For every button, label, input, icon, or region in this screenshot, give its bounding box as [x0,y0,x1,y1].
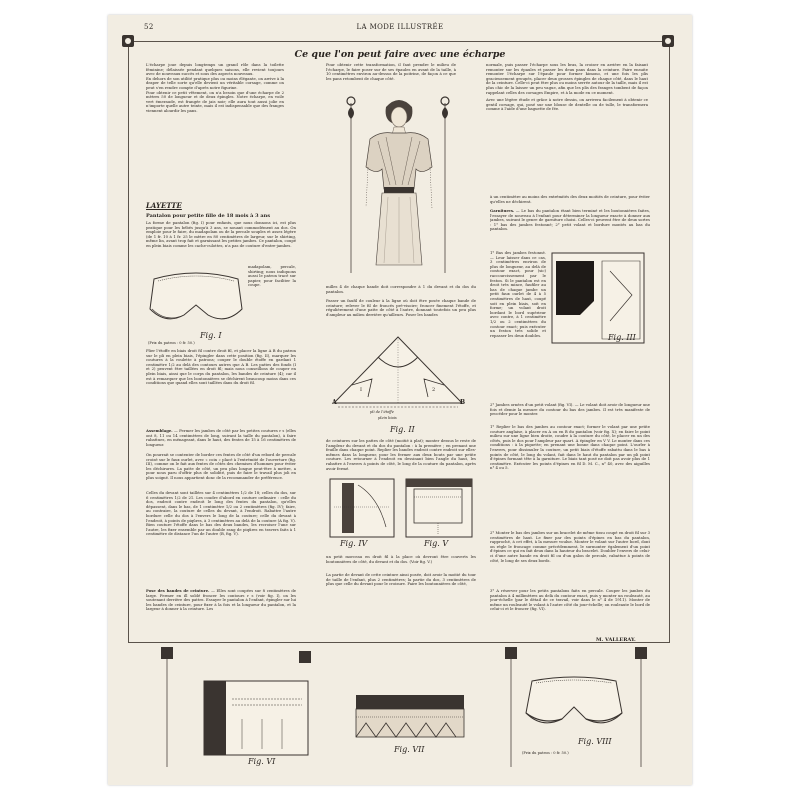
intro-column-1 [146,63,284,155]
ornament-stem-left [344,93,358,273]
col3-paragraph: Avec une légère étude et grâce à notre dessin, on arrivera facilement à obtenir ce gentil corsage, qui, posé sur une blouse de dentelle ou de tulle, le transformera comme à l'aide d'une baguette de fée. [486,97,648,112]
layette-paragraph-4: Celles du devant sont taillées sur 4 centimètres 1/2 de 18; celles du dos, sur 6 centimètres 1/2 de 21. Les coudre d'abord en couture ordinaire : celle du dos, endroit contre endroit le long des fentes du pantalon, qu'elles dépassent, dans le bas, de 1 centimètre 1/2 ou 2 centimètres (fig. IV); faire, au contraire, la couture de celles du devant, à l'endroit. Rabattre l'autre bordure celle du dos à l'envers le long de la couture; celle du devant à l'endroit, à points de piqûres, à 3 centimètres au delà de la couture (A fig. V). Bien couture l'étoffe dans le bas des deux bandes, les recroiser l'une sur l'autre, les fixer ensemble par un double rang de piqûres en travers faits à 1 centimètre de distance l'un de l'autre (B, fig. V). [146,491,296,537]
fig4-label: Fig. IV [340,539,368,548]
fig2-number-1: I [360,387,362,393]
fig2-note-fold: pli de l'étoffe [370,410,394,414]
bottom-ornament-far-right [634,647,648,767]
fig1-price-caption: (Prix du patron : 0 fr. 50.) [148,341,195,345]
garnitures-paragraph [490,209,650,249]
right-text-3: 2° Jambes ornées d'un petit volant (fig. VI). — Le volant doit avoir de longueur une fois et demie la mesure du contour du bas des jambes. Il est très manifeste de procéder pour le monter. [490,403,650,417]
fig8-price-caption: (Prix du patron : 0 fr. 50.) [522,751,569,755]
bottom-ornament-mid-left [298,651,312,671]
corner-ornament [122,35,134,47]
fig5-seam-drawing [404,477,474,539]
layette-paragraph-2: Plier l'étoffe en biais droit fil contre droit fil, et placer la ligne A B du patron sur le pli en plein biais, l'épingler dans cette position (fig. II), marquer les coutures à la roulette à patrons; couper le double étoffe en gardant 1 centimètre 1/2 au delà des contours autres que A B. Les pattes des fonds (I et 2) peuvent être taillées en droit fil; mais nous conseillons de couper en plein biais, ainsi que le corps du pantalon, les bandes de ceinture (4); car il est à remarquer que les boutonnières se déchirent beaucoup moins dans ces conditions que quand elles sont taillées dans du droit fil. [146,349,296,386]
fig7-lace-drawing [354,693,466,741]
fig8-label: Fig. VIII [578,737,612,746]
fig2-letter-a: A [332,399,337,406]
fig2-note-bias: plein biais [378,416,397,420]
ornament-stem-right [438,93,452,273]
pose-text: — Elles sont coupées sur 8 centimètres de large. Fermer en ill soldé froncer les contours r s (voir fig. I), on les soutenant derrière des pattes. Essayer le pantalon à l'enfant, épingler sur lui les bandes de ceinture, pour fixer à la fois et la longueur du pantalon, et la largeur à donner à la ceinture. Les [146,589,296,612]
fig5-label: Fig. V [424,539,449,548]
magazine-name: LA MODE ILLUSTRÉE [356,23,444,31]
fig3-label: Fig. III [608,333,636,342]
fig1-drawers-drawing [146,269,246,335]
section-heading-layette: LAYETTE [146,201,182,210]
pose-title: Pose des bandes de ceinture. [146,589,210,593]
right-text-2: 1° Bas des jambes festonné. — Leur laisser dans ce cas, 3 centimètres environ de plus de longueur, au delà de contour exact, pour (sic) raccourcissement par le feston. Si le pantalon est en droit très mince, faufiler au bas de chaque jambe un petit faux ourlet de 4 à 5 centimètres de haut, coupé soit en plein biais, soit en forme; un volant droit bordant le bord supérieur avec contre, à 1 centimètre 1/2 ou 2 centimètres du contour exact; puis exécuter un feston très solide et repasser les deux doubles. [490,251,546,338]
middle-text-5: La partie de devant de cette ceinture ainsi posée, doit avoir la moitié du tour de taille de l'enfant, plus 2 centimètres; la partie du dos, 3 centimètres de plus que celle du devant pour le croisure. Faire les boutonnières de côté, [326,573,476,587]
intro-column-2: Pour obtenir cette transformation, il faut prendre le milieu de l'écharpe, le faire poser sur de ses épaules en avant de la taille, à 10 centimètres environ au-dessus de la poitrine, de façon à ce que les pans retombent de chaque côté. [326,63,456,81]
right-text-4: 1° Replier le bas des jambes au contour exact; former le volant par une petite couture anglaise, à placer en A ou en B du pantalon (voir fig. X); en faire le point milieu sur une ligne bien droite, coudre à la couture du côté, le placer en un des côtés, puis le dos pour l'ampleur par quart. A épingler en V V. Le monter dans ces conditions : à la piquette; en prenant une bonne dans chaque point. L'ourler à l'envers, pour dissimuler la couture, un petit biais d'étoffe rabattu dans le bas à points de côté, le long du volant, fait dans le haut du pantalon par un pli point d'épines formant tête à la garniture. Le biais tant posé ne doit pas avoir plus de 1 centimètre. Exécuter les points d'épines en fil D. M. C., n° 40, avec des aiguilles n° 4 ou 5. [490,425,650,471]
magazine-page [108,15,692,785]
page-number: 52 [144,23,154,31]
fig2-pattern-drawing [328,333,468,425]
fig2-number-2: 2 [432,387,436,393]
author-signature: M. VALLERAY. [596,637,636,643]
fig3-slit-drawing [550,251,646,345]
middle-text-2: Passer un faufil de couleur à la ligne où doit être posée chaque bande de ceinture; relever le fil de froncés pré-visoire; froncer finement l'étoffe, et régulièrement d'une patte de côté à l'autre, donnant toutefois un peu plus d'ampleur au milieu derrière qu'ailleurs. Poser les bandes [326,299,476,317]
running-header [114,22,686,34]
intro-paragraph: En dehors de son utilité pratique plus ou moins élégante, on arrive à la draper de telle sorte qu'elle devient un véritable corsage, comme on peut s'en rendre compte d'après notre figurine. [146,75,284,90]
middle-text-1: milles 4 de chaque bande doit correspondre à 1 du devant et du dos du pantalon. [326,285,476,294]
assemblage-title: Assemblage. [146,429,173,433]
scarf-bodice-illustration [360,97,438,267]
fig6-label: Fig. VI [248,757,276,766]
layette-paragraph-1-narrow: madapolam, percale, shirting; nous indiquons aussi le patron tracé sur papier, pour faciliter la coupe. [248,265,296,288]
intro-paragraph: L'écharpe joue depuis longtemps un grand rôle dans la toilette féminine; délaissée pendant quelques saisons, elle revient toujours avec de nouveaux succès et sous des aspects nouveaux. [146,63,284,77]
assemblage-paragraph [146,429,296,451]
col3-paragraph: normale, puis passer l'écharpe sous les bras, la croiser en arrière en la faisant remonter sur les épaules et passer les deux pans dans la ceinture. Faire ensuite remonter l'écharpe sur l'épaule pour former kimono, et une fois les plis gracieusement groupés, placer deux grosses épingles de chaque côté, dans le haut de la ceinture. Celle-ci peut être plus ou moins serrée autour de la taille, mais il est plus chic de la laisser un peu vague, afin que les plis des franges tombent de façon rappelant celles des corsages Empire, et à la mode en ce moment. [486,63,648,95]
bottom-ornament-left [160,647,174,767]
right-text-1: à un centimètre au moins des extrémités des deux moitiés de ceinture, pour éviter qu'elles ne déchirent. [490,195,650,204]
layette-paragraph-3: On pourrait se contenter de border ces fentes de côté d'un rebord de percale croisé sur le faux ourlet, avec « coin » placé à l'extrémité de l'ouverture (fig. III), comme on le fait aux fentes de côtés des chemises d'hommes pour éviter les déchirures. La patte de côté, un peu plus longue peut-être à mettre, a pour nous paru d'offrir plus de solidité, puis de faire le travail plus joli en plus soigné. Il nous appartient donc de la recommander de préférence. [146,453,296,480]
pose-paragraph [146,589,296,633]
fig2-label: Fig. II [390,425,415,434]
right-text-5: 2° Monter le bas des jambes sur un bracelet de même tissu coupé en droit fil sur 3 centimètres de haut. Le fixer par des points d'épines en bas du pantalon, rapproché, à cet effet, à la mesure voulue. Monter le volant sur l'autre bord, dont on règle le froncage comme précédemment, le surmonter également d'un point d'épines ce qui en fait deux dans la hauteur du bracelet. Doubler l'envers de celui-ci d'une autre bande en droit fil ou d'un galon de percale, rabattue à points de côté, le long de ses deux bords. [490,531,650,563]
fig7-label: Fig. VII [394,745,425,754]
intro-paragraph: Pour obtenir ce petit vêtement, on n'a besoin que d'une écharpe de 2 mètres 50 de longueur et de deux épingles. Notre écharpe, en voile vert émeraude, est frangée de jais noir; elle aura tout aussi jolie en n'importe quelle autre teinte, mais il est indispensable que des franges viennent alourdir les pans. [146,89,284,113]
fig8-bloomers-drawing [522,675,626,739]
right-text-6: 3° A réserver pour les petits pantalons faits en percale. Couper les jambes du pantalon à 4 millimètres au delà du contour exact, puis y monter un rouleauté, au jour-échelle (par le détail de ce travail, voir dans le n° 4 de 1911). Monter de même un rouleauté le volant à l'autre côté du jour-échelle; on rouleaute le bord de celui-ci et le froncer (fig. VI). [490,589,650,612]
garnitures-text: — Le bas du pantalon étant bien terminé et les boutonnières faites, l'essayer de nouveau à l'enfant pour déterminer la longueur exacte à donner aux jambes, suivant le genre de garniture choisi. Celles-ci peuvent être de deux sortes : 1° bas des jambes festonné; 2° petit volant et bordure montés au bas du pantalon. [490,209,650,232]
middle-text-3: de ceintures sur les pattes de côté (moitié à plat); monter dessus le reste de l'ampleur du devant et du dos du pantalon : à la première ; en prenant une feuille dans chaque point. Replier les bandes endroit contre endroit sur elles-mêmes dans la longueur, pour les fermer aux deux bouts par une petite couture. Les retourner à l'endroit en dessinant bien l'angle du haut, les rabattre à l'envers à points de côté, le long de la couture du pantalon, après avoir fermé. [326,439,476,471]
middle-text-4: un petit morceau en droit fil à la place où devront être couverts les boutonnières de côté, du devant et du dos. (Voir fig. V.) [326,555,476,564]
corner-ornament [662,35,674,47]
layette-paragraph-1: La forme de pantalon (fig. I) pour enfants, que nous donnons ici, est plus pratique pour les bébés jusqu'à 3 ans, se nouant commodément au dos. On emploie pour le faire, du madapolam ou de la percale souples et assez légère (de 1 fr. 10 à 1 fr. 25 le mètre en 80 centimètres de largeur, sur le shirting, même lin, avant trop fait et garnissant les petites jambes. Ce pantalon, coupé en plein biais comme les cache-culottes, n'a pas de couture d'entre-jambes. [146,221,296,248]
layette-subheading: Pantalon pour petite fille de 18 mois à 3 ans [146,213,271,219]
garnitures-title: Garnitures. [490,209,515,213]
assemblage-text: — Fermer les jambes de côté par les petites coutures r s (elles ont 8, 11 ou 14 centimètres de long, suivant la taille du pantalon), à faire rabattues, en ménageant, dans le haut, des fentes de 15 à 16 centimètres de longueur. [146,429,296,447]
fig2-letter-b: B [460,399,466,406]
bottom-ornament-right [504,647,518,767]
article-title: Ce que l'on peut faire avec une écharpe [294,49,506,60]
fig1-label: Fig. I [200,331,222,340]
fig6-ruffle-drawing [202,679,310,757]
fig4-seam-drawing [328,477,396,539]
intro-column-3 [486,63,648,191]
